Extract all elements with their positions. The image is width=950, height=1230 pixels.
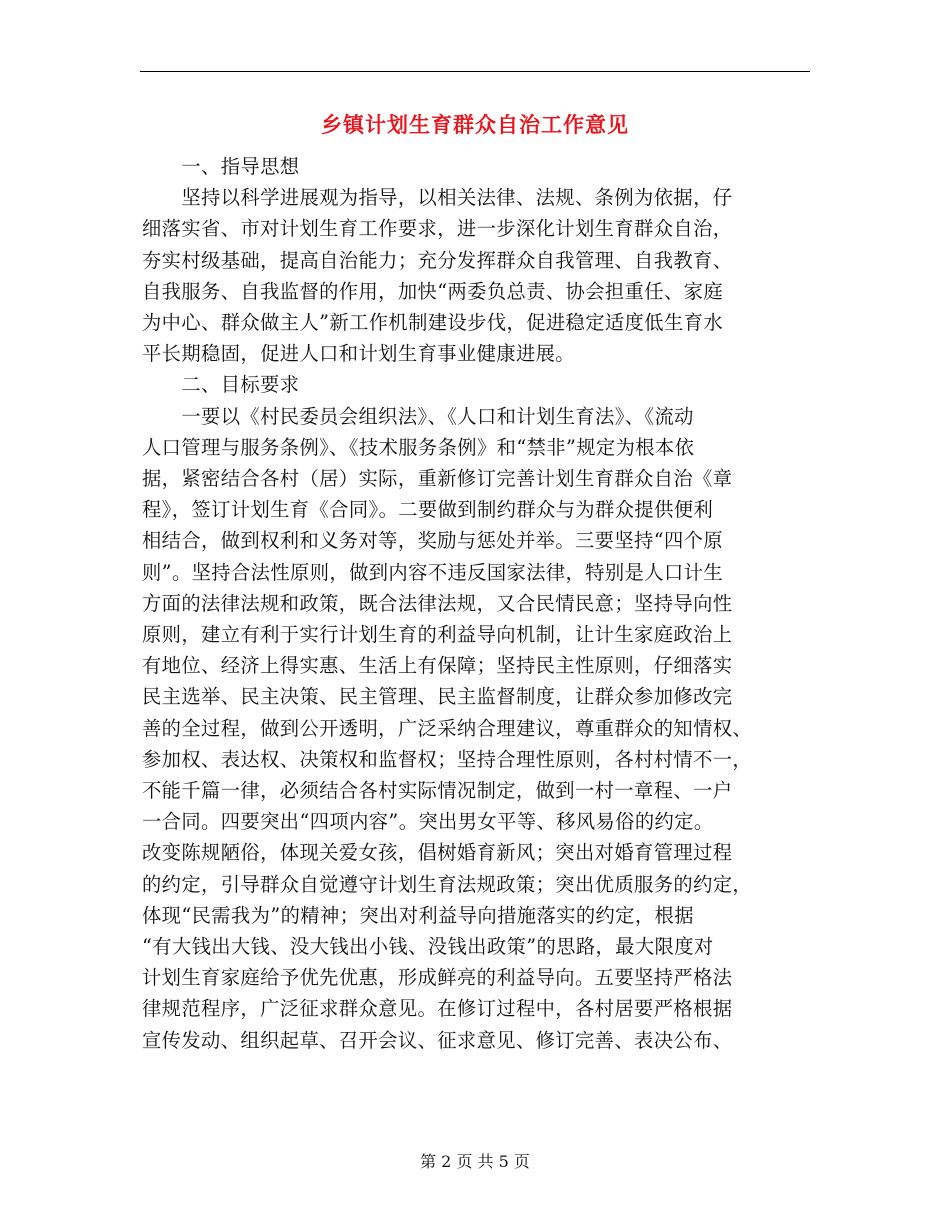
- body-line: 参加权、表达权、决策权和监督权；坚持合理性原则，各村村情不一，: [142, 747, 753, 771]
- document-title: 乡镇计划生育群众自治工作意见: [321, 112, 629, 137]
- body-line: 坚持以科学进展观为指导，以相关法律、法规、条例为依据，仔: [142, 186, 733, 210]
- body-line: 夯实村级基础，提高自治能力；充分发挥群众自我管理、自我教育、: [142, 248, 733, 272]
- body-line: “有大钱出大钱、没大钱出小钱、没钱出政策”的思路，最大限度对: [142, 935, 714, 958]
- body-line: 人口管理与服务条例》、《技术服务条例》和“禁非”规定为根本依: [142, 435, 695, 459]
- body-line: 改变陈规陋俗，体现关爱女孩，倡树婚育新风；突出对婚育管理过程: [142, 841, 733, 865]
- page-footer: 第 2 页 共 5 页: [420, 1152, 530, 1171]
- body-line: 计划生育家庭给予优先优惠，形成鲜亮的利益导向。五要坚持严格法: [142, 966, 733, 990]
- body-line: 有地位、经济上得实惠、生活上有保障；坚持民主性原则，仔细落实: [142, 654, 733, 678]
- body-line: 则”。坚持合法性原则，做到内容不违反国家法律，特别是人口计生: [142, 560, 724, 584]
- body-line: 二、目标要求: [142, 373, 300, 397]
- body-line: 律规范程序，广泛征求群众意见。在修订过程中，各村居要严格根据: [142, 997, 733, 1021]
- body-line: 原则，建立有利于实行计划生育的利益导向机制，让计生家庭政治上: [142, 623, 733, 646]
- body-line: 程》，签订计划生育《合同》。二要做到制约群众与为群众提供便利: [142, 498, 714, 522]
- body-line: 为中心、群众做主人”新工作机制建设步伐，促进稳定适度低生育水: [142, 311, 724, 334]
- body-line: 细落实省、市对计划生育工作要求，进一步深化计划生育群众自治，: [142, 217, 733, 241]
- body-line: 善的全过程，做到公开透明，广泛采纳合理建议，尊重群众的知情权、: [142, 716, 753, 740]
- body-line: 自我服务、自我监督的作用，加快“两委负总责、协会担重任、家庭: [142, 279, 724, 303]
- body-line: 的约定，引导群众自觉遵守计划生育法规政策；突出优质服务的约定，: [142, 872, 753, 896]
- body-line: 一、指导思想: [142, 155, 300, 178]
- header-rule: [140, 71, 810, 72]
- body-line: 方面的法律法规和政策，既合法律法规，又合民情民意；坚持导向性: [142, 591, 733, 615]
- body-line: 体现“民需我为”的精神；突出对利益导向措施落实的约定，根据: [142, 903, 694, 927]
- body-line: 一要以《村民委员会组织法》、《人口和计划生育法》、《流动: [142, 404, 694, 428]
- body-line: 宣传发动、组织起草、召开会议、征求意见、修订完善、表决公布、: [142, 1028, 733, 1052]
- body-line: 民主选举、民主决策、民主管理、民主监督制度，让群众参加修改完: [142, 685, 733, 709]
- body-line: 据，紧密结合各村（居）实际，重新修订完善计划生育群众自治《章: [142, 467, 733, 490]
- body-line: 一合同。四要突出“四项内容”。突出男女平等、移风易俗的约定。: [142, 810, 714, 834]
- body-line: 平长期稳固，促进人口和计划生育事业健康进展。: [142, 342, 575, 366]
- body-line: 不能千篇一律，必须结合各村实际情况制定，做到一村一章程、一户: [142, 779, 733, 802]
- body-line: 相结合，做到权利和义务对等，奖励与惩处并举。三要坚持“四个原: [142, 529, 724, 553]
